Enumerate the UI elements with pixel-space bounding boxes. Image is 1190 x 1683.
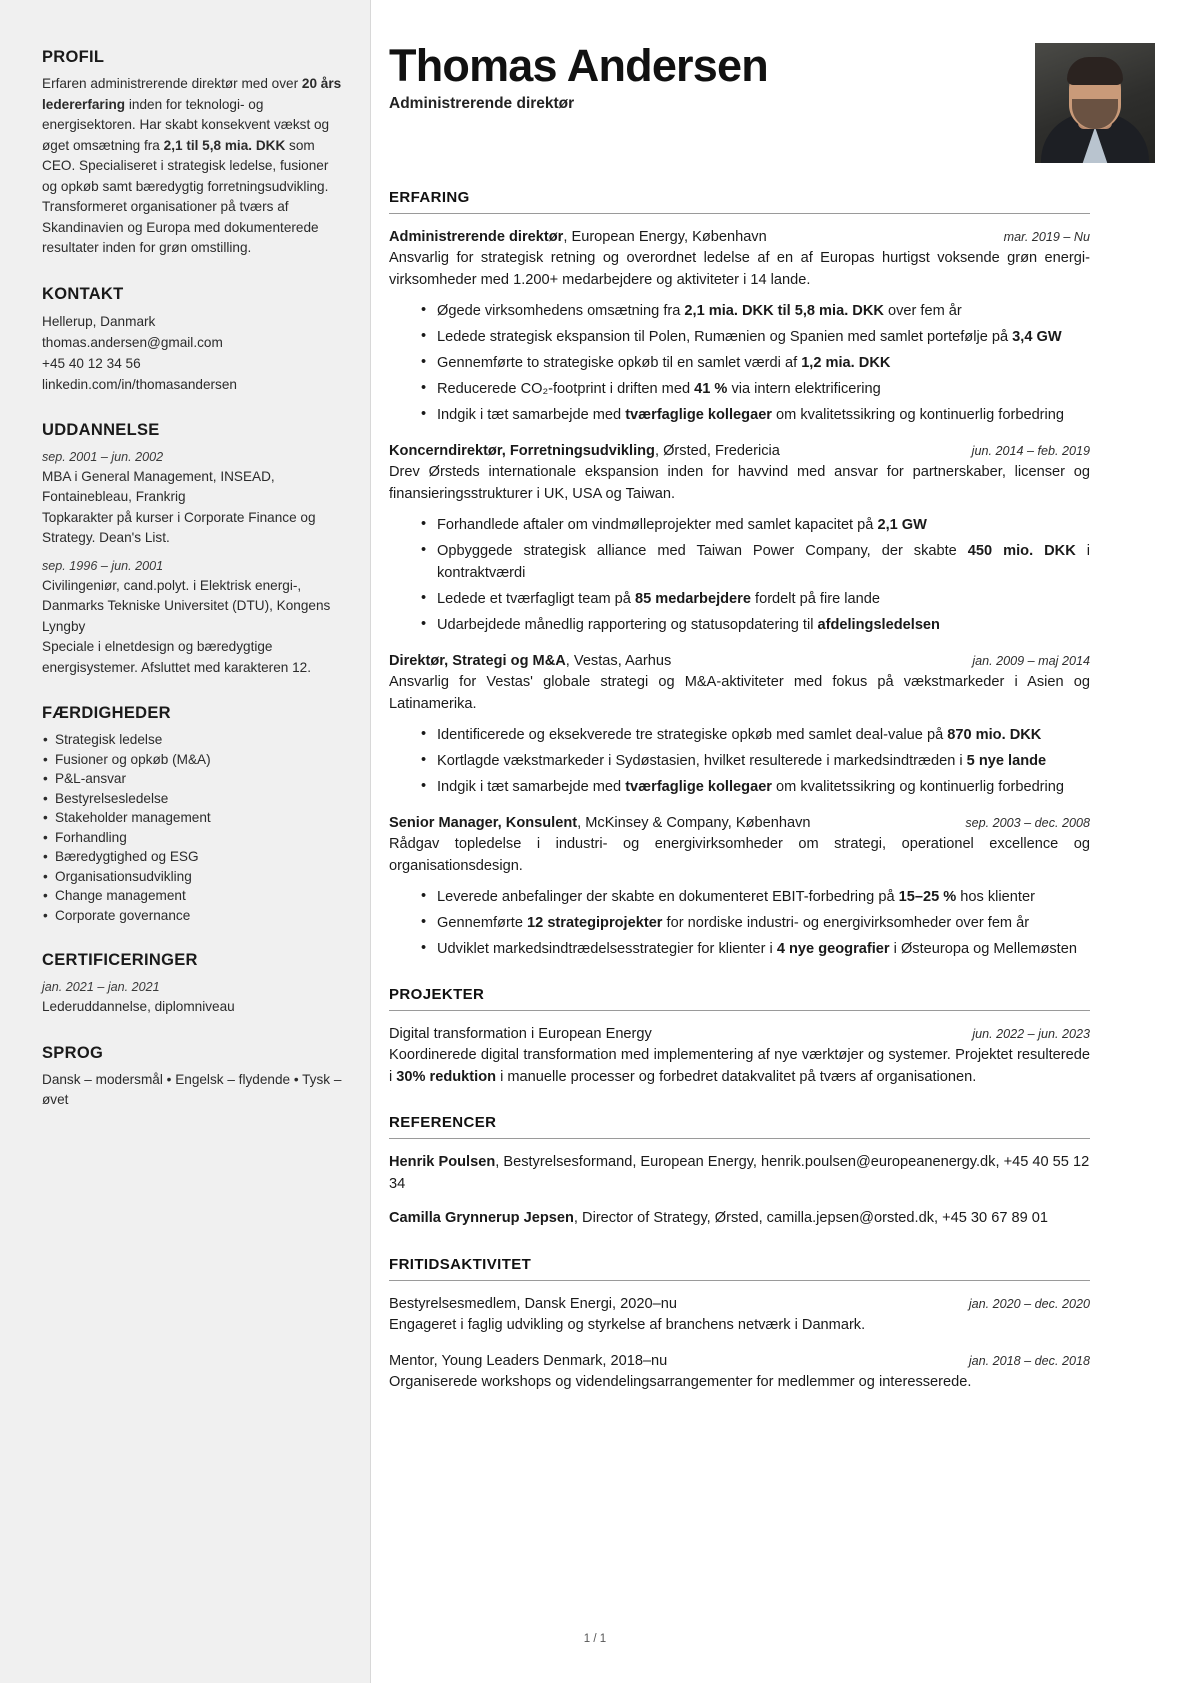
activity-title: Mentor, Young Leaders Denmark, 2018–nu — [389, 1353, 668, 1369]
experience-entry — [389, 441, 1090, 636]
activity-date: jan. 2018 – dec. 2018 — [968, 1354, 1090, 1368]
bullet-b: 85 medarbejdere — [634, 591, 751, 607]
education-date: sep. 2001 – jun. 2002 — [42, 449, 164, 464]
entry-title — [389, 227, 990, 248]
entry-title — [389, 651, 958, 672]
entry-company: , Vestas, Aarhus — [565, 653, 672, 669]
bullet-b: 12 strategiprojekter — [527, 915, 663, 931]
bullet-b: 2,1 GW — [877, 517, 927, 533]
education-item — [42, 556, 342, 679]
bullet-a: Leverede anbefalinger der skabte en dokumenteret EBIT-forbedring på — [437, 889, 899, 905]
activity-date: jan. 2020 – dec. 2020 — [968, 1296, 1090, 1311]
education-detail: Topkarakter på kurser i Corporate Finance og Strategy. Dean's List. — [42, 509, 316, 545]
certification-date: jan. 2021 – jan. 2021 — [42, 980, 160, 994]
entry-header — [389, 441, 1090, 462]
education-section — [42, 421, 342, 679]
bullet-item — [421, 326, 1090, 348]
sidebar — [0, 0, 371, 1683]
skill-item: • Stakeholder management — [42, 808, 342, 828]
bullet-c: i kontraktværdi — [437, 543, 1091, 581]
profile-section — [42, 48, 342, 259]
bullet-b: 3,4 GW — [1012, 329, 1062, 345]
education-title: MBA i General Management, INSEAD, Fontainebleau, Frankrig — [42, 468, 275, 504]
entry-company: , European Energy, København — [563, 229, 767, 245]
bullet-a: Opbyggede strategisk alliance med Taiwan Power Company, der skabte — [437, 543, 968, 559]
entry-header — [389, 651, 1090, 672]
reference-details: , Director of Strategy, Ørsted, camilla.jepsen@orsted.dk, +45 30 67 89 01 — [573, 1210, 1049, 1226]
bullet-item — [421, 300, 1090, 322]
profile-text-1: Erfaren administrerende direktør med over — [42, 76, 302, 91]
skill-item: • Bæredygtighed og ESG — [42, 847, 342, 867]
languages-section — [42, 1044, 342, 1111]
activity-entry — [389, 1351, 1090, 1394]
bullet-item — [421, 352, 1090, 374]
skills-heading: FÆRDIGHEDER — [42, 704, 171, 722]
bullet-a: Gennemførte — [437, 915, 528, 931]
contact-email[interactable]: thomas.andersen@gmail.com — [42, 334, 223, 350]
bullet-b: tværfaglige kollegaer — [625, 407, 772, 423]
skills-list — [42, 730, 342, 925]
bullet-b: afdelingsledelsen — [817, 617, 940, 633]
experience-heading: ERFARING — [389, 189, 470, 206]
reference-details: , Bestyrelsesformand, European Energy, henrik.poulsen@europeanenergy.dk, +45 40 55 12 34 — [389, 1154, 1090, 1192]
bullet-a: Øgede virksomhedens omsætning fra — [437, 303, 685, 319]
profile-bold-1: 20 års ledererfaring — [42, 76, 342, 112]
bullet-a: Udarbejdede månedlig rapportering og statusopdatering til — [437, 617, 818, 633]
bullet-item — [421, 750, 1090, 772]
experience-entry — [389, 651, 1090, 798]
entry-description: Ansvarlig for strategisk retning og overordnet ledelse af en af Europas hurtigst voksende grøn energi-virksomheder med 1.200+ medarbejdere og aktiviteter i 14 lande. — [389, 250, 1090, 288]
education-item — [42, 447, 342, 549]
bullet-a: Ledede strategisk ekspansion til Polen, Rumænien og Spanien med samlet portefølje på — [437, 329, 1013, 345]
bullet-b: 450 mio. DKK — [967, 543, 1076, 559]
bullet-c: fordelt på fire lande — [750, 591, 880, 607]
project-description — [389, 1045, 1090, 1088]
contact-section — [42, 285, 342, 395]
entry-header — [389, 813, 1090, 834]
divider — [389, 1010, 1090, 1011]
bullet-b: tværfaglige kollegaer — [625, 779, 772, 795]
contact-heading: KONTAKT — [42, 284, 124, 303]
profile-bold-2: 2,1 til 5,8 mia. DKK — [163, 137, 286, 153]
header — [389, 40, 1090, 163]
page-title: Thomas Andersen — [389, 40, 768, 91]
entry-title — [389, 813, 951, 834]
references-heading: REFERENCER — [389, 1114, 497, 1131]
entry-date: mar. 2019 – Nu — [1003, 230, 1090, 244]
bullet-c: for nordiske industri- og energivirksomheder over fem år — [662, 915, 1030, 931]
activity-title: Bestyrelsesmedlem, Dansk Energi, 2020–nu — [389, 1295, 677, 1312]
certifications-section — [42, 951, 342, 1018]
bullet-a: Indgik i tæt samarbejde med — [437, 779, 626, 795]
project-entry — [389, 1024, 1090, 1088]
avatar — [1035, 43, 1155, 163]
bullet-c: om kvalitetssikring og kontinuerlig forbedring — [772, 779, 1065, 795]
entry-company: , McKinsey & Company, København — [577, 815, 811, 831]
certifications-heading: CERTIFICERINGER — [42, 951, 198, 969]
entry-role: Administrerende direktør — [389, 229, 564, 245]
avatar-hair — [1067, 57, 1123, 85]
entry-description: Ansvarlig for Vestas' globale strategi og M&A-aktiviteter med fokus på vækstmarkeder i Asien og Latinamerika. — [389, 674, 1090, 712]
divider — [389, 1280, 1090, 1281]
project-title: Digital transformation i European Energy — [389, 1026, 652, 1042]
project-date: jun. 2022 – jun. 2023 — [972, 1027, 1090, 1041]
page-number: 1 / 1 — [583, 1633, 607, 1645]
entry-bullets — [389, 300, 1090, 426]
profile-text-3: som CEO. Specialiseret i strategisk ledelse, fusioner og opkøb samt bæredygtig forretningsudvikling. Transformeret organisationer på tværs af Skandinavien og Europa med dokumenterede resultater inden for grøn omstilling. — [42, 137, 329, 255]
entry-date: jun. 2014 – feb. 2019 — [971, 444, 1090, 458]
activities-heading: FRITIDSAKTIVITET — [389, 1255, 532, 1273]
skill-item: • Change management — [42, 886, 342, 906]
bullet-a: Forhandlede aftaler om vindmølleprojekter med samlet kapacitet på — [437, 517, 878, 533]
skill-item: • Forhandling — [42, 828, 342, 848]
entry-bullets — [389, 886, 1090, 960]
bullet-b: 5 nye lande — [966, 753, 1047, 769]
entry-description: Drev Ørsteds internationale ekspansion inden for havvind med ansvar for partnerskaber, licenser og finansieringsstrukturer i UK, USA og Taiwan. — [389, 464, 1090, 502]
entry-header — [389, 1294, 1090, 1315]
skills-section — [42, 704, 342, 925]
certification-title: Lederuddannelse, diplomniveau — [42, 999, 235, 1014]
bullet-a: Indgik i tæt samarbejde med — [437, 407, 626, 423]
skill-item: • Strategisk ledelse — [42, 730, 342, 750]
project-desc-b: 30% reduktion — [396, 1068, 497, 1085]
activity-description: Organiserede workshops og videndelingsarrangementer for medlemmer og interesserede. — [389, 1374, 972, 1390]
bullet-b: 15–25 % — [898, 889, 957, 905]
activity-entry — [389, 1294, 1090, 1337]
bullet-item — [421, 912, 1090, 934]
projects-heading: PROJEKTER — [389, 986, 485, 1003]
entry-date: sep. 2003 – dec. 2008 — [965, 816, 1090, 830]
skill-item: • Fusioner og opkøb (M&A) — [42, 750, 342, 770]
bullet-item — [421, 404, 1090, 426]
education-title: Civilingeniør, cand.polyt. i Elektrisk energi-, Danmarks Tekniske Universitet (DTU), Kongens Lyngby — [42, 577, 331, 634]
bullet-b: 1,2 mia. DKK — [801, 355, 891, 371]
bullet-item — [421, 540, 1090, 584]
project-desc-c: i manuelle processer og forbedret datakvalitet på tværs af organisationen. — [496, 1068, 977, 1085]
bullet-b: 2,1 mia. DKK til 5,8 mia. DKK — [684, 303, 884, 319]
entry-role: Koncerndirektør, Forretningsudvikling — [389, 443, 655, 459]
bullet-item — [421, 614, 1090, 636]
profile-text — [42, 74, 342, 259]
job-title: Administrerende direktør — [389, 95, 575, 112]
contact-linkedin[interactable]: linkedin.com/in/thomasandersen — [42, 376, 237, 392]
entry-title — [389, 441, 958, 462]
entry-header — [389, 227, 1090, 248]
bullet-a: Kortlagde vækstmarkeder i Sydøstasien, hvilket resulterede i markedsindtræden i — [437, 753, 967, 769]
contact-phone[interactable]: +45 40 12 34 56 — [42, 355, 141, 371]
entry-role: Direktør, Strategi og M&A — [389, 653, 566, 669]
experience-entry — [389, 813, 1090, 960]
entry-company: , Ørsted, Fredericia — [654, 443, 780, 459]
bullet-item — [421, 724, 1090, 746]
skill-item: • Organisationsudvikling — [42, 867, 342, 887]
bullet-c: over fem år — [883, 303, 962, 319]
activities-section — [389, 1256, 1090, 1394]
entry-header — [389, 1024, 1090, 1045]
experience-entry — [389, 227, 1090, 426]
bullet-item — [421, 938, 1090, 960]
bullet-a: Gennemførte to strategiske opkøb til en samlet værdi af — [437, 355, 802, 371]
bullet-c: om kvalitetssikring og kontinuerlig forbedring — [772, 407, 1065, 423]
bullet-a: Ledede et tværfagligt team på — [437, 591, 635, 607]
bullet-item — [421, 514, 1090, 536]
bullet-b: 41 % — [694, 381, 728, 397]
bullet-c: i Østeuropa og Mellemøsten — [889, 941, 1077, 957]
bullet-item — [421, 776, 1090, 798]
bullet-c: via intern elektrificering — [727, 381, 881, 397]
entry-date: jan. 2009 – maj 2014 — [972, 654, 1090, 668]
contact-location: Hellerup, Danmark — [42, 313, 156, 329]
projects-section — [389, 986, 1090, 1088]
bullet-b: 4 nye geografier — [776, 941, 890, 957]
entry-header — [389, 1351, 1090, 1372]
bullet-a: Identificerede og eksekverede tre strategiske opkøb med samlet deal-value på — [437, 727, 948, 743]
divider — [389, 1138, 1090, 1139]
reference-name: Camilla Grynnerup Jepsen — [389, 1210, 574, 1226]
header-text — [389, 40, 768, 113]
education-heading: UDDANNELSE — [42, 420, 160, 439]
reference-item — [389, 1208, 1090, 1230]
bullet-a: Reducerede CO₂-footprint i driften med — [437, 381, 695, 397]
activity-description: Engageret i faglig udvikling og styrkelse af branchens netværk i Danmark. — [389, 1316, 866, 1333]
divider — [389, 213, 1090, 214]
profile-text-2: inden for teknologi- og energisektoren. Har skabt konsekvent vækst og øget omsætning fra — [42, 96, 330, 153]
experience-section — [389, 189, 1090, 960]
entry-bullets — [389, 514, 1090, 636]
education-detail: Speciale i elnetdesign og bæredygtige energisystemer. Afsluttet med karakteren 12. — [42, 639, 311, 675]
entry-role: Senior Manager, Konsulent — [389, 815, 578, 831]
languages-text: Dansk – modersmål • Engelsk – flydende • Tysk – øvet — [42, 1071, 342, 1107]
entry-description: Rådgav topledelse i industri- og energivirksomheder om strategi, operationel excellence og organisationsdesign. — [389, 836, 1090, 874]
bullet-c: hos klienter — [956, 889, 1035, 905]
languages-heading: SPROG — [42, 1043, 104, 1062]
bullet-item — [421, 378, 1090, 400]
project-desc-a: Koordinerede digital transformation med implementering af nye værktøjer og systemer. Projektet resulterede i — [389, 1047, 1090, 1085]
bullet-item — [421, 588, 1090, 610]
bullet-b: 870 mio. DKK — [947, 727, 1042, 743]
entry-bullets — [389, 724, 1090, 798]
skill-item: • Corporate governance — [42, 906, 342, 926]
skill-item: • Bestyrelsesledelse — [42, 789, 342, 809]
education-date: sep. 1996 – jun. 2001 — [42, 558, 164, 573]
reference-item — [389, 1152, 1090, 1195]
references-section — [389, 1114, 1090, 1230]
bullet-item — [421, 886, 1090, 908]
profile-heading: PROFIL — [42, 48, 105, 66]
bullet-a: Udviklet markedsindtrædelsesstrategier for klienter i — [437, 941, 777, 957]
main-content — [371, 0, 1190, 1683]
reference-name: Henrik Poulsen — [389, 1154, 496, 1170]
skill-item: • P&L-ansvar — [42, 769, 342, 789]
